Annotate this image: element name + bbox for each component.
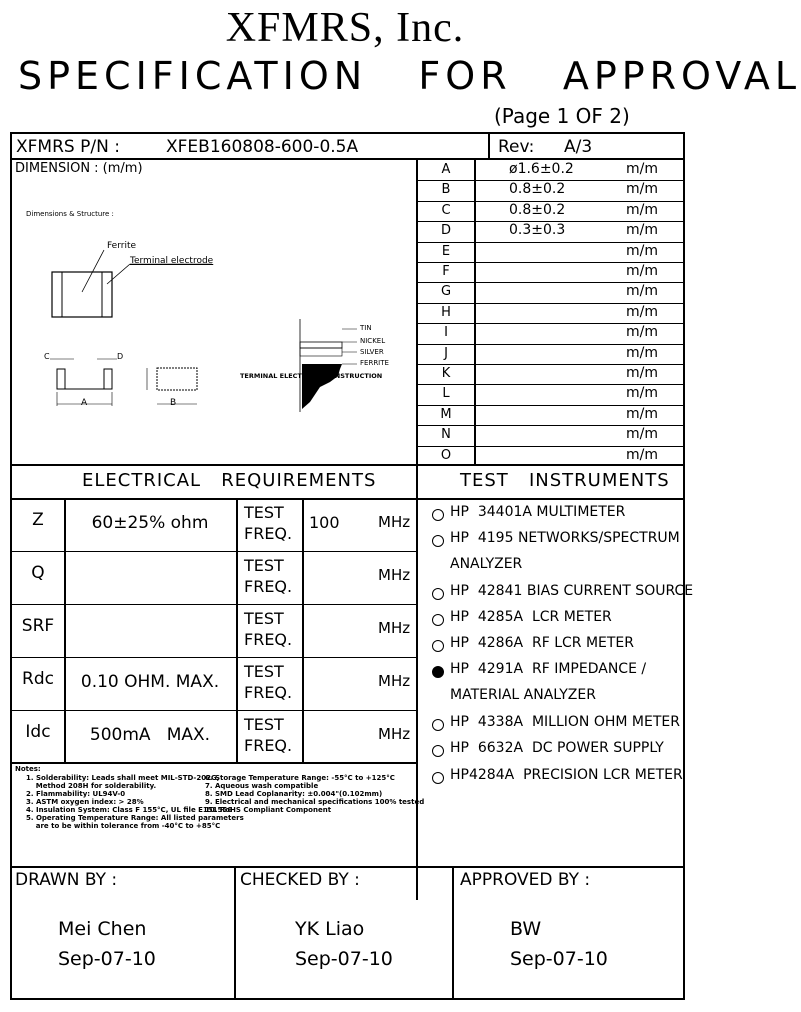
electrical-value: 500mA MAX. (89, 725, 211, 745)
electrical-row-divider (12, 551, 418, 552)
radio-empty-icon (432, 509, 444, 521)
dimension-row-divider (416, 384, 683, 385)
dimension-row-divider (416, 242, 683, 243)
dimension-row-unit: m/m (626, 365, 658, 381)
dimension-row-divider (416, 221, 683, 222)
instrument-item: HP 6632A DC POWER SUPPLY (450, 740, 664, 756)
instrument-item: HP 4285A LCR METER (450, 609, 612, 625)
tin-label: TIN (360, 324, 372, 332)
rev-label: Rev: (498, 137, 535, 157)
freq-label: FREQ. (244, 736, 293, 755)
dimension-row-label: J (444, 345, 448, 361)
electrical-value: 60±25% ohm (91, 513, 209, 533)
dimension-row-divider (416, 282, 683, 283)
dimension-row-unit: m/m (626, 344, 658, 361)
dimension-row-divider (416, 262, 683, 263)
electrical-param: SRF (21, 616, 55, 636)
instrument-item: HP4284A PRECISION LCR METER (450, 767, 683, 783)
dimension-row-divider (416, 425, 683, 426)
notes-left: 1. Solderability: Leads shall meet MIL-STD-202G, Method 208H for solderability. 2. Flammability: UL94V-0 3. ASTM oxygen index: > 28% 4. Insulation System: Class F 155°C, UL file E151556 5. Operating Temperature Range: All listed parameters are to be within tolerance from -40°C to +85°C (26, 774, 244, 830)
silver-label: SILVER (360, 348, 384, 356)
dimension-row-unit: m/m (626, 201, 658, 218)
dimension-row-unit: m/m (626, 303, 658, 320)
dimension-row-label: H (441, 304, 451, 320)
test-label: TEST (244, 556, 284, 575)
dim-c-marker: C (44, 352, 50, 361)
approved-by-label: APPROVED BY : (460, 870, 591, 890)
dimension-row-label: B (441, 182, 451, 198)
test-label: TEST (244, 609, 284, 628)
terminal-electrode-label: Terminal electrode (130, 256, 214, 266)
drawing-caption: Dimensions & Structure : (26, 210, 114, 218)
test-freq-unit: MHz (378, 619, 411, 637)
dimension-row-unit: m/m (626, 446, 658, 463)
dimension-row-divider (416, 344, 683, 345)
electrical-value: 0.10 OHM. MAX. (80, 672, 220, 692)
drawn-by-date: Sep-07-10 (58, 948, 156, 970)
test-freq-unit: MHz (378, 566, 411, 584)
ferrite-layer-label: FERRITE (360, 359, 389, 367)
dimension-row-label: M (440, 406, 452, 422)
dimension-row-divider (416, 201, 683, 202)
construction-caption: TERMINAL ELECTRODE CONSTRUCTION (240, 372, 383, 380)
dimension-row-unit: m/m (626, 385, 658, 402)
radio-empty-icon (432, 535, 444, 547)
ferrite-label: Ferrite (107, 241, 137, 251)
instrument-item: HP 4286A RF LCR METER (450, 635, 635, 651)
freq-label: FREQ. (244, 577, 293, 596)
checked-by-name: YK Liao (295, 918, 365, 940)
dimension-row-value: 0.8±0.2 (509, 201, 566, 218)
dimension-row-label: N (441, 427, 451, 443)
dimension-row-label: L (442, 386, 450, 402)
dimension-row-value: 0.3±0.3 (509, 222, 566, 239)
approved-by-date: Sep-07-10 (510, 948, 608, 970)
part-number: XFEB160808-600-0.5A (166, 137, 359, 157)
electrical-param: Idc (25, 722, 51, 742)
dimension-row-unit: m/m (626, 405, 658, 422)
notes-title: Notes: (15, 765, 41, 773)
drawn-by-name: Mei Chen (58, 918, 147, 940)
instrument-item: HP 4195 NETWORKS/SPECTRUM (450, 530, 680, 546)
instrument-item: ANALYZER (450, 556, 523, 572)
dimension-row-unit: m/m (626, 324, 658, 341)
radio-empty-icon (432, 719, 444, 731)
dimension-row-divider (416, 303, 683, 304)
dimension-title: DIMENSION : (m/m) (15, 161, 143, 176)
dim-d-marker: D (117, 352, 124, 361)
instruments-title: TEST INSTRUMENTS (460, 470, 670, 491)
radio-empty-icon (432, 745, 444, 757)
page-indicator: (Page 1 OF 2) (494, 104, 630, 128)
dimension-row-unit: m/m (626, 181, 658, 198)
electrical-param: Q (31, 563, 45, 583)
chip-body (52, 272, 112, 317)
checked-by-label: CHECKED BY : (240, 870, 360, 890)
freq-label: FREQ. (244, 683, 293, 702)
dimension-row-label: G (440, 284, 452, 300)
dimension-row-label: A (441, 162, 451, 177)
dimension-row-unit: m/m (626, 263, 658, 279)
instrument-item: HP 4291A RF IMPEDANCE / (450, 661, 647, 677)
company-name: XFMRS, Inc. (225, 5, 465, 51)
dimension-row-label: I (444, 325, 448, 341)
test-freq-value: 100 (309, 513, 340, 532)
radio-selected-icon (432, 666, 444, 678)
dimension-row-divider (416, 323, 683, 324)
test-label: TEST (244, 503, 284, 522)
instrument-item: MATERIAL ANALYZER (450, 687, 596, 703)
dimension-row-label: C (441, 202, 451, 218)
terminal-left (52, 272, 62, 317)
dimension-row-label: K (441, 366, 451, 381)
radio-empty-icon (432, 588, 444, 600)
test-label: TEST (244, 662, 284, 681)
test-freq-unit: MHz (378, 725, 411, 743)
document-title: SPECIFICATION FOR APPROVAL (18, 54, 801, 98)
spec-frame (10, 132, 694, 1000)
dimension-row-unit: m/m (626, 222, 658, 239)
electrical-param: Rdc (22, 669, 54, 689)
dimension-row-label: O (440, 447, 452, 463)
dimension-row-value: ø1.6±0.2 (509, 161, 574, 177)
electrical-row-divider (12, 604, 418, 605)
test-freq-unit: MHz (378, 513, 411, 531)
dimension-row-divider (416, 405, 683, 406)
dimension-row-divider (416, 446, 683, 447)
dimension-row-divider (416, 180, 683, 181)
dimension-row-divider (416, 364, 683, 365)
dimension-row-unit: m/m (626, 426, 658, 443)
dim-a-marker: A (81, 398, 88, 408)
dimension-row-label: F (442, 264, 450, 279)
freq-label: FREQ. (244, 630, 293, 649)
dimension-row-label: D (440, 223, 451, 239)
radio-empty-icon (432, 772, 444, 784)
dimension-row-unit: m/m (626, 242, 658, 259)
electrical-row-divider (12, 710, 418, 711)
test-freq-unit: MHz (378, 672, 411, 690)
revision: A/3 (564, 137, 593, 157)
dimension-row-unit: m/m (626, 283, 658, 300)
electrical-title: ELECTRICAL REQUIREMENTS (82, 470, 377, 491)
nickel-label: NICKEL (360, 337, 386, 345)
test-label: TEST (244, 715, 284, 734)
instrument-item: HP 4338A MILLION OHM METER (450, 714, 680, 730)
electrical-param: Z (32, 510, 44, 530)
dimension-row-label: E (441, 243, 451, 259)
notes-right: 6. Storage Temperature Range: -55°C to +125°C 7. Aqueous wash compatible 8. SMD Lead Coplanarity: ±0.004"(0.102mm) 9. Electrical and mechanical specifications 100% tested 10. RoHS Compliant Component (205, 774, 425, 814)
pn-label: XFMRS P/N : (16, 137, 120, 157)
checked-by-date: Sep-07-10 (295, 948, 393, 970)
instrument-item: HP 34401A MULTIMETER (450, 504, 626, 520)
drawn-by-label: DRAWN BY : (15, 870, 118, 890)
dimension-row-value: 0.8±0.2 (509, 181, 566, 198)
radio-empty-icon (432, 614, 444, 626)
freq-label: FREQ. (244, 524, 293, 543)
electrical-row-divider (12, 657, 418, 658)
radio-empty-icon (432, 640, 444, 652)
terminal-right (102, 272, 112, 317)
approved-by-name: BW (510, 918, 542, 940)
instrument-item: HP 42841 BIAS CURRENT SOURCE (450, 583, 694, 599)
dimension-row-unit: m/m (626, 161, 658, 177)
dim-b-marker: B (170, 398, 177, 408)
